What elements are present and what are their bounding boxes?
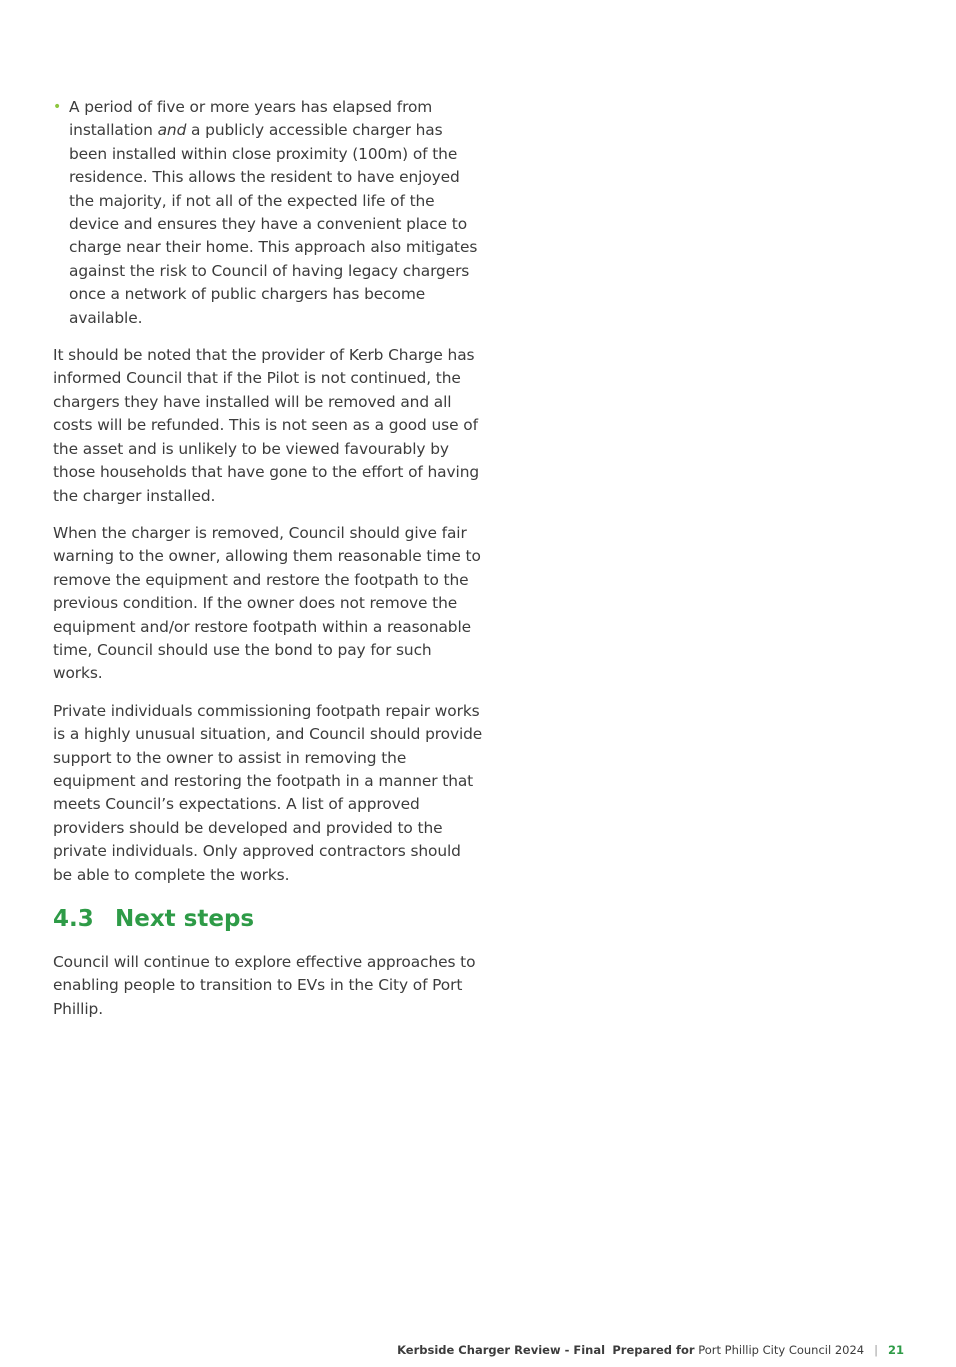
- section-title: Next steps: [115, 906, 255, 932]
- footer-separator: |: [874, 1343, 878, 1357]
- page-number: 21: [887, 1343, 904, 1357]
- page-footer: [397, 1342, 904, 1358]
- paragraph-charger-removal: When the charger is removed, Council should give fair warning to the owner, allowing them reasonable time to remove the equipment and restore the footpath to the previous condition. If the owner does not remove the equipment and/or restore footpath within a reasonable time, Council should use the bond to pay for such works.: [53, 523, 481, 683]
- section-number: 4.3: [53, 906, 94, 932]
- paragraph-kerb-charge-refund: It should be noted that the provider of Kerb Charge has informed Council that if the Pilot is not continued, the chargers they have installed will be removed and all costs will be refunded. This is not seen as a good use of the asset and is unlikely to be viewed favourably by those households that have gone to the effort of having the charger installed.: [53, 346, 480, 505]
- section-heading: [53, 905, 483, 933]
- bullet-list: [53, 96, 483, 330]
- page-content: [53, 96, 483, 1035]
- footer-prepared-label: Prepared for: [612, 1343, 695, 1357]
- paragraph-next-steps: Council will continue to explore effective approaches to enabling people to transition to EVs in the City of Port Phillip.: [53, 953, 476, 1018]
- bullet-text-start: A period of five or more years has elapsed from installation: [69, 98, 433, 140]
- bullet-text-emphasis: and: [157, 121, 187, 140]
- paragraph-footpath-repair: Private individuals commissioning footpath repair works is a highly unusual situation, and Council should provide support to the owner to assist in removing the equipment and restoring the footpath in a manner that meets Council’s expectations. A list of approved providers should be developed and provided to the private individuals. Only approved contractors should be able to complete the works.: [53, 701, 483, 884]
- footer-prepared-for: Port Phillip City Council 2024: [698, 1343, 865, 1357]
- footer-doc-title: Kerbside Charger Review - Final: [397, 1343, 606, 1357]
- bullet-text-end: a publicly accessible charger has been installed within close proximity (100m) of the residence. This allows the resident to have enjoyed the majority, if not all of the expected life of the device and ensures they have a convenient place to charge near their home. This approach also mitigates against the risk to Council of having legacy chargers once a network of public chargers has become available.: [69, 121, 478, 327]
- bullet-dot-icon: •: [53, 99, 62, 115]
- bullet-item: [53, 96, 483, 330]
